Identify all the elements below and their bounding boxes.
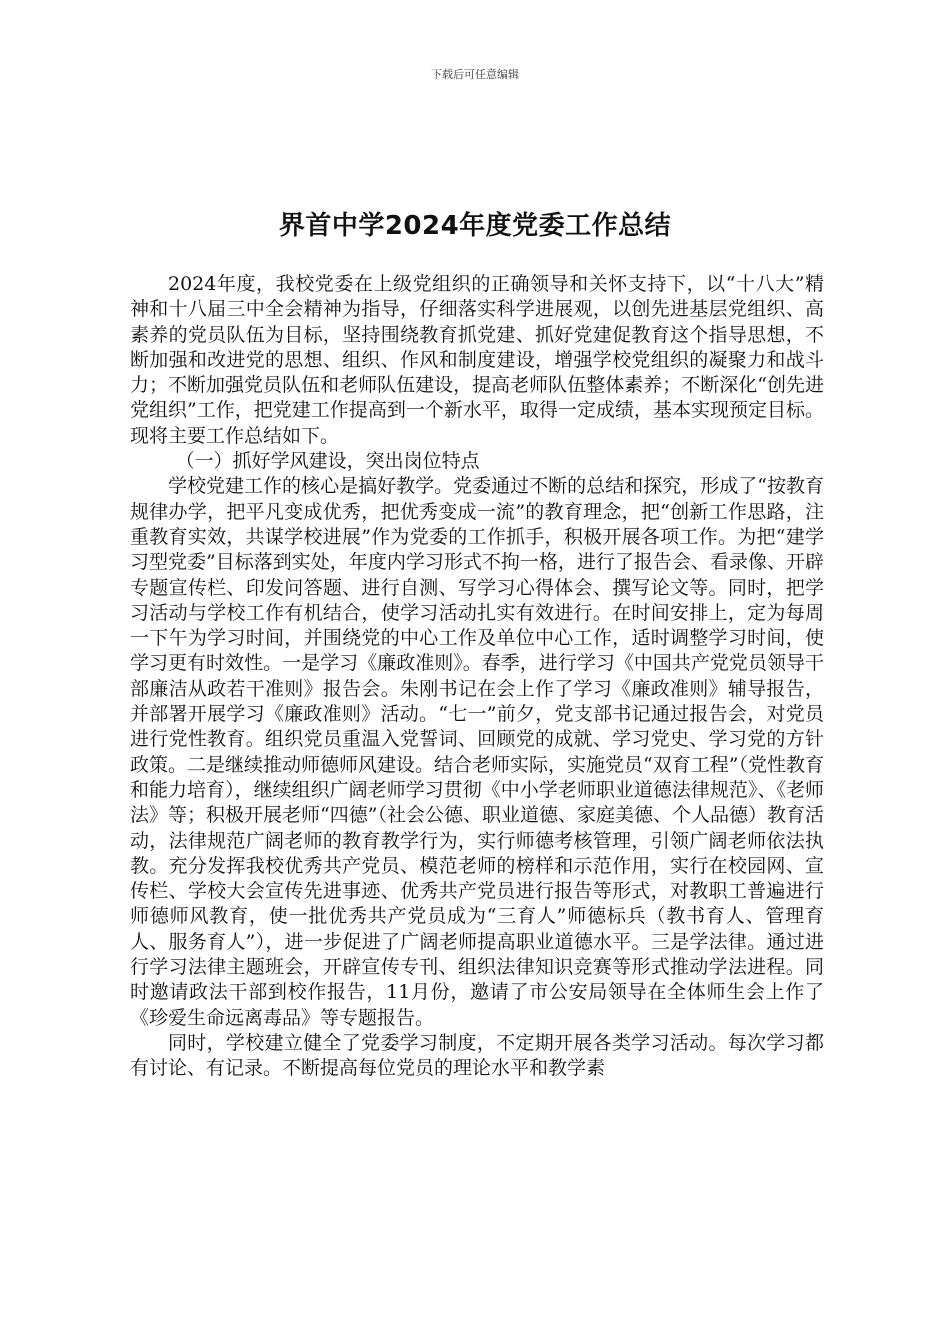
paragraph-study-style: 学校党建工作的核心是搞好教学。党委通过不断的总结和探究，形成了“按教育规律办学，把平凡变成优秀，把优秀变成一流”的教育理念，把“创新工作思路，注重教育实效，共谋学校进展”作为党委的工作抓手，积极开展各项工作。为把“建学习型党委”目标落到实处，年度内学习形式不拘一格，进行了报告会、看录像、开辟专题宣传栏、印发问答题、进行自测、写学习心得体会、撰写论文等。同时，把学习活动与学校工作有机结合，使学习活动扎实有效进行。在时间安排上，定为每周一下午为学习时间，并围绕党的中心工作及单位中心工作，适时调整学习时间，使学习更有时效性。一是学习《廉政准则》。春季，进行学习《中国共产党党员领导干部廉洁从政若干准则》报告会。朱刚书记在会上作了学习《廉政准则》辅导报告，并部署开展学习《廉政准则》活动。“七一”前夕，党支部书记通过报告会，对党员进行党性教育。组织党员重温入党誓词、回顾党的成就、学习党史、学习党的方针政策。二是继续推动师德师风建设。结合老师实际，实施党员“双育工程”（党性教育和能力培育），继续组织广阔老师学习贯彻《中小学老师职业道德法律规范》、《老师法》等；积极开展老师“四德”（社会公德、职业道德、家庭美德、个人品德）教育活动，法律规范广阔老师的教育教学行为，实行师德考核管理，引领广阔老师依法执教。充分发挥我校优秀共产党员、模范老师的榜样和示范作用，实行在校园网、宣传栏、学校大会宣传先进事迹、优秀共产党员进行报告等形式，对教职工普遍进行师德师风教育，使一批优秀共产党员成为“三育人”师德标兵（教书育人、管理育人、服务育人”），进一步促进了广阔老师提高职业道德水平。三是学法律。通过进行学习法律主题班会，开辟宣传专刊、组织法律知识竞赛等形式推动学法进程。同时邀请政法干部到校作报告，11月份，邀请了市公安局领导在全体师生会上作了《珍爱生命远离毒品》等专题报告。 — [130, 475, 824, 1029]
document-body — [130, 272, 824, 1082]
section-heading: （一）抓好学风建设，突出岗位特点 — [175, 450, 480, 473]
paragraph-study-system: 同时，学校建立健全了党委学习制度，不定期开展各类学习活动。每次学习都有讨论、有记录。不断提高每位党员的理论水平和教学素 — [130, 1031, 824, 1080]
document-title: 界首中学2024年度党委工作总结 — [278, 211, 672, 241]
header-note: 下载后可任意编辑 — [431, 68, 519, 81]
paragraph-intro: 2024年度，我校党委在上级党组织的正确领导和关怀支持下，以“十八大”精神和十八届三中全会精神为指导，仔细落实科学进展观，以创先进基层党组织、高素养的党员队伍为目标，坚持围绕教育抓党建、抓好党建促教育这个指导思想，不断加强和改进党的思想、组织、作风和制度建设，增强学校党组织的凝聚力和战斗力；不断加强党员队伍和老师队伍建设，提高老师队伍整体素养；不断深化“创先进党组织”工作，把党建工作提高到一个新水平，取得一定成绩，基本实现预定目标。现将主要工作总结如下。 — [130, 273, 824, 447]
